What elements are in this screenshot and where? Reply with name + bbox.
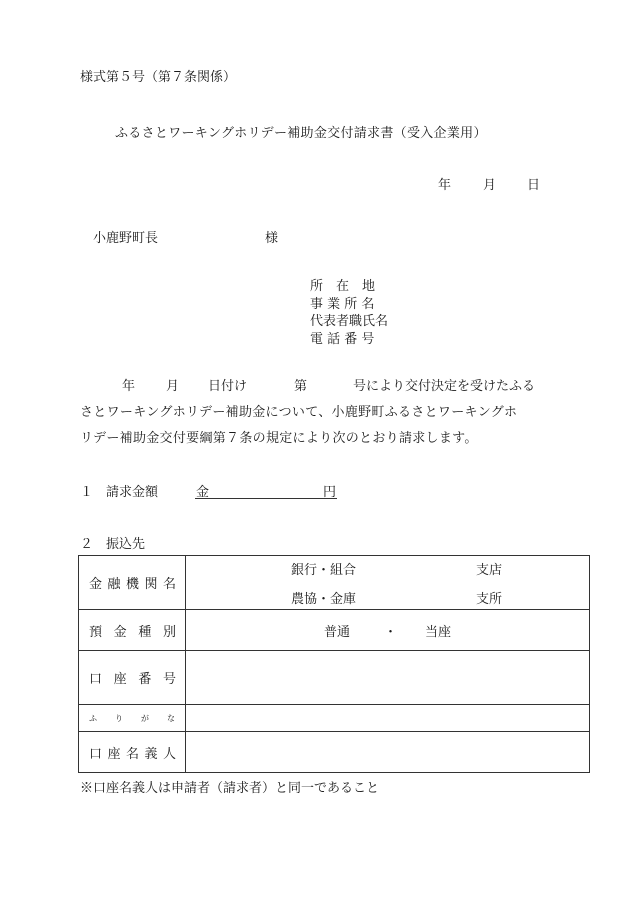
applicant-address-label: 所 在 地 [310, 279, 376, 294]
institution-label [79, 573, 185, 592]
bank-union-text: 銀行・組合 [290, 562, 356, 578]
body-line3: リデー補助金交付要綱第７条の規定により次のとおり請求します。 [80, 431, 478, 446]
institution-row [79, 556, 590, 610]
body-line1-tail: 号により交付決定を受けたふる [353, 379, 536, 394]
deposit-type-label [79, 621, 185, 640]
account-number-label-text: 口 座 番 号 [89, 672, 176, 687]
furigana-row [79, 705, 590, 732]
institution-line-bank [186, 559, 589, 578]
amount-number: １ [80, 485, 94, 500]
account-number-label-cell [79, 651, 186, 705]
deposit-type-label-text: 預 金 種 別 [89, 624, 176, 640]
office-text: 支所 [475, 591, 502, 607]
account-holder-row [79, 732, 590, 773]
date-day: 日 [527, 178, 541, 193]
deposit-type-options [186, 621, 589, 640]
agri-coop-text: 農協・金庫 [290, 591, 356, 607]
applicant-phone-label: 電 話 番 号 [310, 332, 375, 347]
date-month: 月 [483, 178, 497, 193]
account-holder-label [79, 743, 185, 762]
form-number: 様式第５号（第７条関係） [80, 70, 237, 85]
amount-prefix: 金 [196, 485, 210, 500]
body-line2: さとワーキングホリデー補助金について、小鹿野町ふるさとワーキングホ [80, 405, 518, 420]
deposit-type-label-cell [79, 610, 186, 651]
account-number-row [79, 651, 590, 705]
account-holder-label-cell [79, 732, 186, 773]
deposit-type-row [79, 610, 590, 651]
holder-note: ※口座名義人は申請者（請求者）と同一であること [80, 781, 380, 796]
amount-unit: 円 [323, 485, 337, 500]
date-year: 年 [438, 178, 452, 193]
institution-label-cell [79, 556, 186, 610]
institution-lines [186, 559, 589, 607]
furigana-label-cell [79, 705, 186, 732]
account-holder-field[interactable] [186, 732, 590, 773]
transfer-number: ２ [80, 537, 94, 552]
option-separator: ・ [384, 624, 398, 640]
branch-text: 支店 [475, 562, 502, 578]
institution-line-agri [186, 588, 589, 607]
amount-label: 請求金額 [106, 485, 159, 500]
transfer-label: 振込先 [106, 537, 146, 552]
applicant-representative-label: 代表者職氏名 [310, 314, 389, 329]
body-no-prefix: 第 [294, 379, 308, 394]
institution-value-cell[interactable] [186, 556, 590, 610]
body-date-suffix: 日付け [208, 379, 248, 394]
deposit-type-value-cell[interactable] [186, 610, 590, 651]
account-number-field[interactable] [186, 651, 590, 705]
furigana-label [79, 713, 185, 724]
bank-account-table [78, 555, 590, 773]
account-holder-label-text: 口 座 名 義 人 [89, 746, 176, 762]
addressee-honorific: 様 [265, 231, 279, 246]
current-option[interactable]: 当座 [425, 624, 452, 640]
applicant-business-name-label: 事 業 所 名 [310, 297, 375, 312]
institution-label-text: 金 融 機 関 名 [89, 577, 176, 592]
furigana-label-text: ふ り が な [89, 713, 175, 723]
body-month: 月 [166, 379, 180, 394]
addressee-name: 小鹿野町長 [93, 231, 159, 246]
body-year: 年 [122, 379, 136, 394]
furigana-field[interactable] [186, 705, 590, 732]
form-title: ふるさとワーキングホリデー補助金交付請求書（受入企業用） [115, 126, 487, 141]
amount-field[interactable] [195, 481, 337, 499]
ordinary-option[interactable]: 普通 [324, 624, 351, 640]
account-number-label [79, 668, 185, 687]
